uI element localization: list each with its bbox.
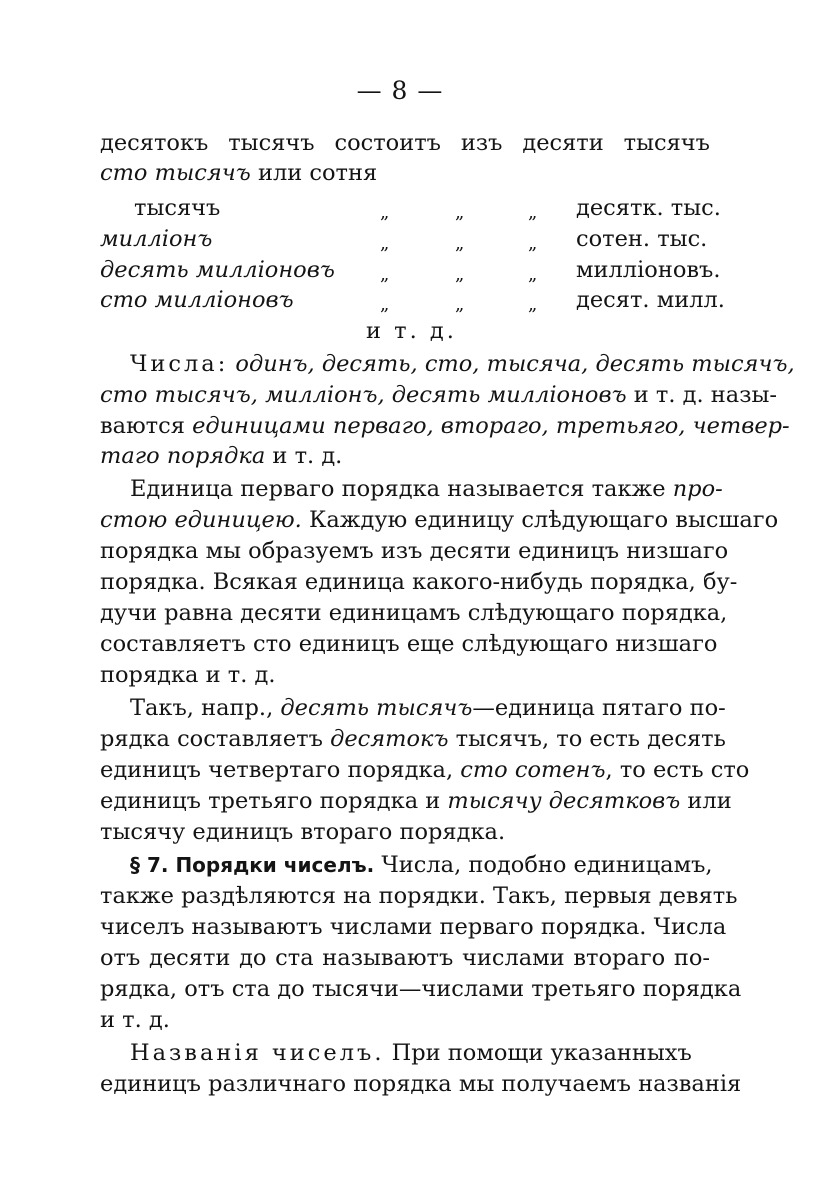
p4-line-3: чиселъ называютъ числами перваго порядка. Числа: [100, 914, 727, 940]
p1-line-3: [100, 411, 790, 441]
ditto-mark: „: [380, 264, 390, 285]
p3-line-5: тысячу единицъ втораго порядка.: [100, 819, 506, 845]
ditto-mark: „: [380, 233, 390, 254]
ditto-mark: „: [380, 294, 390, 315]
ditto-mark: „: [455, 233, 465, 254]
p1-italic: единицами перваго, втораго, третьяго, четвер-: [192, 413, 790, 439]
ditto-mark: „: [528, 264, 538, 285]
p3-text: единицъ четвертаго порядка,: [100, 757, 461, 783]
p3-italic: десятокъ: [330, 726, 449, 752]
table-row-1-value: десятк. тыс.: [576, 195, 721, 221]
p3-italic: десять тысячъ: [280, 695, 473, 721]
table-row-2-label: милліонъ: [100, 226, 213, 252]
ditto-mark: „: [455, 264, 465, 285]
p3-text: Такъ, напр.,: [130, 695, 281, 721]
table-row-2-value: сотен. тыс.: [576, 226, 708, 252]
p5-line-2: единицъ различнаго порядка мы получаемъ названія: [100, 1071, 742, 1097]
p3-line-4: [100, 786, 732, 816]
table-row-4-label: сто милліоновъ: [100, 287, 294, 313]
p1-italic: таго порядка: [100, 443, 266, 469]
p1-italic: сто тысячъ, милліонъ, десять милліоновъ: [100, 382, 627, 408]
intro-line-2: [100, 158, 710, 188]
intro-rest: или сотня: [250, 160, 378, 186]
p3-line-3: [100, 755, 750, 785]
p2-text: Каждую единицу слѣдующаго высшаго: [301, 507, 779, 533]
p1-text: и т. д.: [265, 443, 343, 469]
p5-line-1: [100, 1038, 710, 1068]
p2-line-4: порядка. Всякая единица какого-нибудь порядка, бу-: [100, 569, 738, 595]
p1-text: и т. д. назы-: [626, 382, 777, 408]
section-heading: § 7. Порядки чиселъ.: [130, 853, 375, 877]
table-etc: и т. д.: [366, 318, 457, 344]
p2-text: Единица перваго порядка называется также: [130, 476, 673, 502]
ditto-mark: „: [455, 294, 465, 315]
intro-italic: сто тысячъ: [100, 160, 251, 186]
page-number: — 8 —: [356, 76, 444, 105]
p3-text: единицъ третьяго порядка и: [100, 788, 448, 814]
table-row-3-label: десять милліоновъ: [100, 257, 335, 283]
p5-text: При помощи указанныхъ: [384, 1040, 692, 1066]
p3-text: или: [680, 788, 732, 814]
intro-line-1: десятокъ тысячъ состоитъ изъ десяти тысячъ: [100, 130, 710, 156]
p2-italic: про-: [672, 476, 723, 502]
p2-line-1: [100, 474, 723, 504]
ditto-mark: „: [528, 202, 538, 223]
table-row-3-value: милліоновъ.: [576, 257, 721, 283]
ditto-mark: „: [380, 202, 390, 223]
p1-italic: одинъ, десять, сто, тысяча, десять тысячъ,: [228, 351, 795, 377]
table-row-1-label: тысячъ: [134, 195, 221, 221]
p5-heading: Названія чиселъ.: [130, 1040, 385, 1066]
p3-text: рядка составляетъ: [100, 726, 331, 752]
p2-line-7: порядка и т. д.: [100, 662, 276, 688]
p2-line-3: порядка мы образуемъ изъ десяти единицъ низшаго: [100, 538, 729, 564]
ditto-mark: „: [528, 294, 538, 315]
p1-lead: Числа:: [130, 351, 229, 377]
p3-italic: сто сотенъ: [460, 757, 606, 783]
p3-line-2: [100, 724, 726, 754]
p3-italic: тысячу десятковъ: [447, 788, 681, 814]
p3-line-1: [100, 693, 726, 723]
p4-text: Числа, подобно единицамъ,: [374, 852, 713, 878]
p4-line-1: [100, 850, 713, 880]
p2-line-2: [100, 505, 779, 535]
p3-text: тысячъ, то есть десять: [448, 726, 726, 752]
p4-line-5: рядка, отъ ста до тысячи—числами третьяго порядка: [100, 976, 742, 1002]
p1-line-2: [100, 380, 777, 410]
p4-line-2: также раздѣляются на порядки. Такъ, первыя девять: [100, 883, 738, 909]
p1-line-4: [100, 441, 710, 471]
p1-text: ваются: [100, 413, 193, 439]
ditto-mark: „: [455, 202, 465, 223]
p4-line-4: отъ десяти до ста называютъ числами втораго по-: [100, 945, 710, 971]
p3-text: —единица пятаго по-: [472, 695, 726, 721]
p2-italic: стою единицею.: [100, 507, 302, 533]
p2-line-6: составляетъ сто единицъ еще слѣдующаго низшаго: [100, 631, 718, 657]
ditto-mark: „: [528, 233, 538, 254]
p2-line-5: дучи равна десяти единицамъ слѣдующаго порядка,: [100, 600, 728, 626]
p3-text: , то есть сто: [605, 757, 750, 783]
p4-line-6: и т. д.: [100, 1007, 170, 1033]
table-row-4-value: десят. милл.: [576, 287, 725, 313]
p1-line-1: [100, 349, 795, 379]
